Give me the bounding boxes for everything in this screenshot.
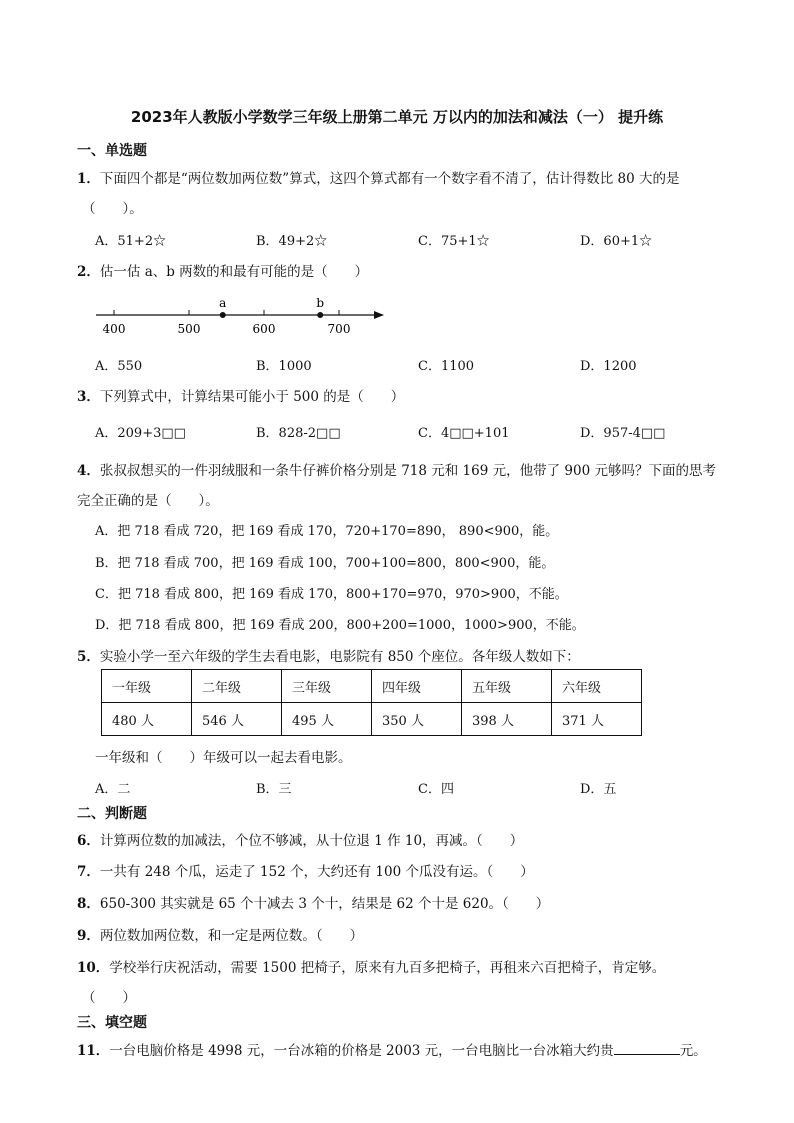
question-number: 5． — [77, 649, 100, 665]
question-number: 1． — [77, 171, 100, 187]
page-title: 2023年人教版小学数学三年级上册第二单元 万以内的加法和减法（一） 提升练 — [130, 108, 664, 126]
number-line-point-label: b — [316, 296, 325, 310]
question-text: 计算两位数的加减法，个位不够减，从十位退 1 作 10，再减。（ ） — [99, 833, 524, 849]
number-line-tick-label: 500 — [177, 322, 201, 336]
table-cell: 480 人 — [102, 703, 192, 736]
grade-count-table — [101, 669, 642, 736]
table-row — [102, 703, 642, 736]
question-text: 估一估 a、b 两数的和最有可能的是（ ） — [99, 264, 369, 280]
question-text-end: 元。 — [679, 1043, 707, 1059]
q3-option-b[interactable]: B．828-2□□ — [256, 426, 341, 441]
q1-option-d[interactable]: D．60+1☆ — [580, 234, 653, 249]
q1-option-b[interactable]: B．49+2☆ — [256, 234, 328, 249]
question-number: 11． — [77, 1043, 110, 1059]
question-8 — [77, 892, 549, 912]
q5-option-a[interactable]: A．二 — [95, 782, 131, 797]
section-heading-true-false: 二、判断题 — [77, 806, 147, 822]
q2-option-c[interactable]: C．1100 — [418, 359, 475, 374]
question-text: 下面四个都是“两位数加两位数”算式，这四个算式都有一个数字看不清了，估计得数比 80 大的是 — [99, 171, 680, 187]
question-number: 7． — [77, 864, 100, 880]
q2-option-d[interactable]: D．1200 — [580, 359, 637, 374]
question-number: 10． — [77, 960, 110, 976]
table-header-cell: 三年级 — [282, 670, 372, 703]
question-1 — [77, 167, 679, 187]
number-line-point-b — [317, 312, 323, 318]
q4-option-c[interactable]: C．把 718 看成 800，把 169 看成 170，800+170=970，970>900，不能。 — [95, 587, 568, 602]
section-heading-fill-blank: 三、填空题 — [77, 1015, 147, 1031]
table-cell: 495 人 — [282, 703, 372, 736]
table-header-cell: 五年级 — [462, 670, 552, 703]
answer-blank[interactable] — [614, 1042, 680, 1055]
q3-option-c[interactable]: C．4□□+101 — [418, 426, 510, 441]
table-cell: 546 人 — [192, 703, 282, 736]
question-number: 2． — [77, 264, 100, 280]
question-text: 下列算式中，计算结果可能小于 500 的是（ ） — [99, 389, 405, 405]
question-text: 实验小学一至六年级的学生去看电影，电影院有 850 个座位。各年级人数如下： — [99, 649, 580, 665]
q1-option-c[interactable]: C．75+1☆ — [418, 234, 490, 249]
question-4 — [77, 459, 716, 479]
table-header-cell: 二年级 — [192, 670, 282, 703]
q4-option-d[interactable]: D．把 718 看成 800，把 169 看成 200，800+200=1000，1000>900，不能。 — [95, 618, 585, 633]
q5-option-c[interactable]: C．四 — [418, 782, 454, 797]
question-6 — [77, 829, 523, 849]
question-4-continuation: 完全正确的是（ ）。 — [77, 493, 219, 509]
question-1-continuation: （ ）。 — [82, 201, 143, 217]
question-number: 8． — [77, 896, 100, 912]
question-text: 学校举行庆祝活动，需要 1500 把椅子，原来有九百多把椅子，再租来六百把椅子，肯定够。 — [109, 960, 666, 976]
question-text: 张叔叔想买的一件羽绒服和一条牛仔裤价格分别是 718 元和 169 元，他带了 900 元够吗？下面的思考 — [99, 463, 716, 479]
question-5-continuation: 一年级和（ ）年级可以一起去看电影。 — [95, 750, 352, 766]
table-cell: 371 人 — [552, 703, 642, 736]
question-text: 一共有 248 个瓜，运走了 152 个，大约还有 100 个瓜没有运。（ ） — [99, 864, 534, 880]
question-text: 一台电脑价格是 4998 元，一台冰箱的价格是 2003 元，一台电脑比一台冰箱大约贵 — [109, 1043, 614, 1059]
question-number: 6． — [77, 833, 100, 849]
question-text: 650-300 其实就是 65 个十减去 3 个十，结果是 62 个十是 620。（ ） — [99, 896, 550, 912]
q3-option-d[interactable]: D．957-4□□ — [580, 426, 666, 441]
section-heading-single-choice: 一、单选题 — [77, 143, 147, 159]
q4-option-a[interactable]: A．把 718 看成 720，把 169 看成 170，720+170=890， 890<900，能。 — [95, 524, 559, 539]
question-5 — [77, 645, 580, 665]
q3-option-a[interactable]: A．209+3□□ — [95, 426, 186, 441]
question-11 — [77, 1039, 707, 1059]
table-cell: 350 人 — [372, 703, 462, 736]
q5-option-d[interactable]: D．五 — [580, 782, 617, 797]
question-number: 3． — [77, 389, 100, 405]
question-2 — [77, 260, 368, 280]
number-line-arrow — [374, 311, 384, 319]
number-line-tick-label: 400 — [102, 322, 126, 336]
table-header-row — [102, 670, 642, 703]
number-line-point-label: a — [219, 296, 227, 310]
q1-option-a[interactable]: A．51+2☆ — [95, 234, 167, 249]
question-number: 4． — [77, 463, 100, 479]
question-9 — [77, 924, 363, 944]
number-line-figure — [90, 290, 390, 340]
q5-option-b[interactable]: B．三 — [256, 782, 292, 797]
table-header-cell: 一年级 — [102, 670, 192, 703]
number-line-point-a — [220, 312, 226, 318]
question-10-continuation: （ ） — [82, 990, 136, 1006]
table-header-cell: 六年级 — [552, 670, 642, 703]
q2-option-a[interactable]: A．550 — [95, 359, 143, 374]
question-10 — [77, 956, 665, 976]
question-7 — [77, 860, 534, 880]
q4-option-b[interactable]: B．把 718 看成 700，把 169 看成 100，700+100=800，800<900，能。 — [95, 556, 555, 571]
table-cell: 398 人 — [462, 703, 552, 736]
question-number: 9． — [77, 928, 100, 944]
q2-option-b[interactable]: B．1000 — [256, 359, 312, 374]
question-3 — [77, 385, 404, 405]
number-line-tick-label: 700 — [327, 322, 351, 336]
question-text: 两位数加两位数，和一定是两位数。（ ） — [99, 928, 364, 944]
number-line-tick-label: 600 — [252, 322, 276, 336]
table-header-cell: 四年级 — [372, 670, 462, 703]
